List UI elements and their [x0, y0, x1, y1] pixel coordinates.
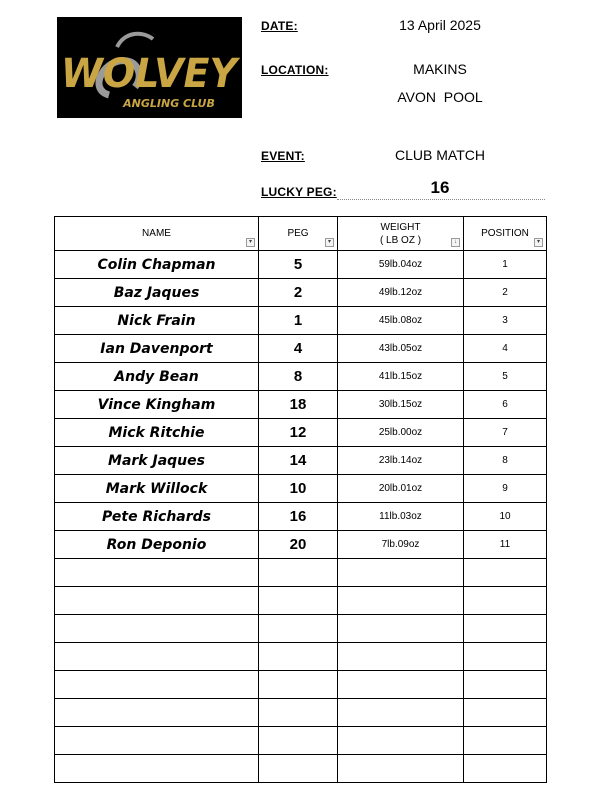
table-header-row — [55, 217, 547, 251]
position-cell: 8 — [464, 447, 547, 475]
angler-name-cell: Colin Chapman — [55, 251, 259, 279]
empty-cell — [464, 587, 547, 615]
empty-cell — [464, 755, 547, 783]
empty-cell — [464, 671, 547, 699]
lucky-peg-underline — [337, 199, 545, 200]
empty-cell — [55, 587, 259, 615]
angler-name-cell: Vince Kingham — [55, 391, 259, 419]
filter-dropdown-icon[interactable]: ▾ — [534, 238, 543, 247]
empty-cell — [259, 727, 338, 755]
club-logo — [57, 17, 242, 118]
lucky-peg-label: LUCKY PEG: — [261, 185, 337, 199]
empty-cell — [259, 699, 338, 727]
angler-name-cell: Pete Richards — [55, 503, 259, 531]
empty-cell — [259, 615, 338, 643]
empty-cell — [464, 727, 547, 755]
peg-cell: 4 — [259, 335, 338, 363]
table-row — [55, 307, 547, 335]
empty-cell — [338, 587, 464, 615]
weight-cell: 23lb.14oz — [338, 447, 464, 475]
empty-table-row — [55, 671, 547, 699]
angler-name-cell: Ron Deponio — [55, 531, 259, 559]
empty-cell — [55, 559, 259, 587]
empty-cell — [338, 671, 464, 699]
table-row — [55, 475, 547, 503]
lucky-peg-value: 16 — [430, 178, 450, 197]
position-cell: 6 — [464, 391, 547, 419]
table-row — [55, 503, 547, 531]
weight-cell: 30lb.15oz — [338, 391, 464, 419]
weight-cell: 25lb.00oz — [338, 419, 464, 447]
logo-wordmark: WOLVEY — [61, 51, 241, 97]
column-header-position-label: POSITION — [481, 228, 529, 239]
peg-cell: 2 — [259, 279, 338, 307]
empty-cell — [338, 615, 464, 643]
angler-name-cell: Nick Frain — [55, 307, 259, 335]
column-header-weight — [338, 217, 464, 251]
position-cell: 2 — [464, 279, 547, 307]
angler-name-cell: Baz Jaques — [55, 279, 259, 307]
empty-cell — [259, 559, 338, 587]
empty-cell — [259, 587, 338, 615]
event-label: EVENT: — [261, 149, 305, 163]
event-value: CLUB MATCH — [395, 147, 485, 163]
weight-cell: 20lb.01oz — [338, 475, 464, 503]
column-header-weight-unit: ( LB OZ ) — [379, 234, 422, 246]
empty-table-row — [55, 755, 547, 783]
empty-table-row — [55, 587, 547, 615]
logo-subtitle: ANGLING CLUB — [123, 97, 215, 110]
empty-table-row — [55, 727, 547, 755]
table-row — [55, 279, 547, 307]
empty-cell — [338, 755, 464, 783]
filter-dropdown-icon[interactable]: ▾ — [325, 238, 334, 247]
empty-cell — [259, 643, 338, 671]
empty-cell — [55, 727, 259, 755]
table-row — [55, 335, 547, 363]
peg-cell: 14 — [259, 447, 338, 475]
peg-cell: 20 — [259, 531, 338, 559]
empty-cell — [464, 559, 547, 587]
position-cell: 1 — [464, 251, 547, 279]
weight-cell: 49lb.12oz — [338, 279, 464, 307]
position-cell: 4 — [464, 335, 547, 363]
weight-cell: 59lb.04oz — [338, 251, 464, 279]
table-row — [55, 531, 547, 559]
column-header-name — [55, 217, 259, 251]
peg-cell: 5 — [259, 251, 338, 279]
table-row — [55, 251, 547, 279]
empty-cell — [259, 671, 338, 699]
column-header-weight-label: WEIGHT — [380, 221, 421, 233]
empty-cell — [338, 727, 464, 755]
column-header-peg-label: PEG — [287, 228, 309, 239]
angler-name-cell: Mick Ritchie — [55, 419, 259, 447]
location-label: LOCATION: — [261, 63, 329, 77]
position-cell: 10 — [464, 503, 547, 531]
peg-cell: 16 — [259, 503, 338, 531]
empty-cell — [338, 559, 464, 587]
peg-cell: 1 — [259, 307, 338, 335]
results-body — [55, 251, 547, 783]
results-table — [54, 216, 547, 783]
date-value: 13 April 2025 — [399, 17, 481, 33]
empty-cell — [464, 615, 547, 643]
weight-cell: 11lb.03oz — [338, 503, 464, 531]
peg-cell: 8 — [259, 363, 338, 391]
column-header-position — [464, 217, 547, 251]
table-row — [55, 363, 547, 391]
empty-table-row — [55, 699, 547, 727]
angler-name-cell: Ian Davenport — [55, 335, 259, 363]
location-line-2: AVON POOL — [397, 89, 483, 105]
empty-cell — [55, 615, 259, 643]
table-row — [55, 447, 547, 475]
peg-cell: 10 — [259, 475, 338, 503]
column-header-peg — [259, 217, 338, 251]
peg-cell: 12 — [259, 419, 338, 447]
weight-cell: 43lb.05oz — [338, 335, 464, 363]
empty-table-row — [55, 643, 547, 671]
column-header-name-label: NAME — [142, 228, 171, 239]
table-row — [55, 419, 547, 447]
empty-cell — [55, 643, 259, 671]
position-cell: 7 — [464, 419, 547, 447]
empty-cell — [55, 755, 259, 783]
empty-table-row — [55, 615, 547, 643]
position-cell: 11 — [464, 531, 547, 559]
table-row — [55, 391, 547, 419]
weight-cell: 7lb.09oz — [338, 531, 464, 559]
empty-table-row — [55, 559, 547, 587]
angler-name-cell: Mark Jaques — [55, 447, 259, 475]
empty-cell — [464, 643, 547, 671]
empty-cell — [338, 699, 464, 727]
weight-cell: 41lb.15oz — [338, 363, 464, 391]
empty-cell — [338, 643, 464, 671]
empty-cell — [55, 699, 259, 727]
empty-cell — [259, 755, 338, 783]
empty-cell — [55, 671, 259, 699]
peg-cell: 18 — [259, 391, 338, 419]
date-label: DATE: — [261, 19, 298, 33]
wolvey-logo-graphic — [57, 17, 242, 118]
filter-dropdown-icon[interactable]: ▾ — [246, 238, 255, 247]
sort-descending-icon[interactable]: ↓ — [451, 238, 460, 247]
angler-name-cell: Mark Willock — [55, 475, 259, 503]
position-cell: 9 — [464, 475, 547, 503]
position-cell: 5 — [464, 363, 547, 391]
weight-cell: 45lb.08oz — [338, 307, 464, 335]
angler-name-cell: Andy Bean — [55, 363, 259, 391]
position-cell: 3 — [464, 307, 547, 335]
location-line-1: MAKINS — [413, 61, 467, 77]
empty-cell — [464, 699, 547, 727]
